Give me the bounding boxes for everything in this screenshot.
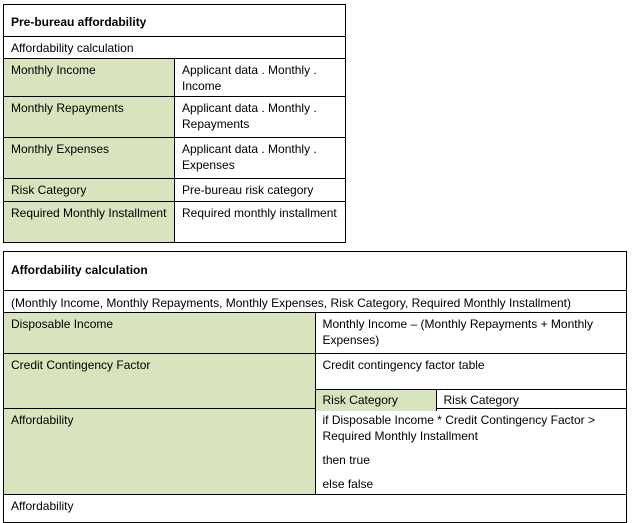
parameter-list: (Monthly Income, Monthly Repayments, Monthly Expenses, Risk Category, Required Monthly Installment) — [4, 291, 627, 313]
credit-contingency-table-name: Credit contingency factor table — [322, 358, 485, 372]
pre-bureau-affordability-table — [3, 4, 346, 243]
row-label: Monthly Income — [4, 59, 175, 97]
row-value: Pre-bureau risk category — [175, 179, 346, 202]
table-row — [4, 354, 627, 409]
lookup-key-value: Risk Category — [443, 393, 519, 407]
affordability-calculation-table — [3, 251, 627, 523]
table-row — [4, 409, 627, 495]
credit-contingency-factor-label: Credit Contingency Factor — [4, 354, 316, 409]
row-value: Applicant data . Monthly . Repayments — [175, 97, 346, 138]
affordability-rule-cell — [315, 409, 627, 495]
rule-then: then true — [322, 453, 370, 467]
row-label: Required Monthly Installment — [4, 202, 175, 243]
affordability-label: Affordability — [4, 409, 316, 495]
table-row — [4, 59, 346, 97]
table-row — [4, 138, 346, 179]
table-row — [4, 202, 346, 243]
table-row — [4, 179, 346, 202]
disposable-income-label: Disposable Income — [4, 313, 316, 354]
row-value: Applicant data . Monthly . Expenses — [175, 138, 346, 179]
table-row — [4, 313, 627, 354]
disposable-income-formula: Monthly Income – (Monthly Repayments + Monthly Expenses) — [315, 313, 627, 354]
row-value: Applicant data . Monthly . Income — [175, 59, 346, 97]
table-row — [4, 97, 346, 138]
row-label: Risk Category — [4, 179, 175, 202]
credit-contingency-cell — [315, 354, 627, 409]
row-value: Required monthly installment — [175, 202, 346, 243]
row-label: Monthly Repayments — [4, 97, 175, 138]
row-label: Monthly Expenses — [4, 138, 175, 179]
table-subtitle: Affordability calculation — [4, 37, 346, 59]
rule-condition: if Disposable Income * Credit Contingency Factor > Required Monthly Installment — [322, 413, 595, 443]
table-title: Affordability calculation — [4, 252, 627, 291]
result-label: Affordability — [4, 495, 627, 523]
lookup-key-label: Risk Category — [316, 390, 437, 411]
rule-else: else false — [322, 477, 374, 491]
table-title: Pre-bureau affordability — [4, 5, 346, 37]
